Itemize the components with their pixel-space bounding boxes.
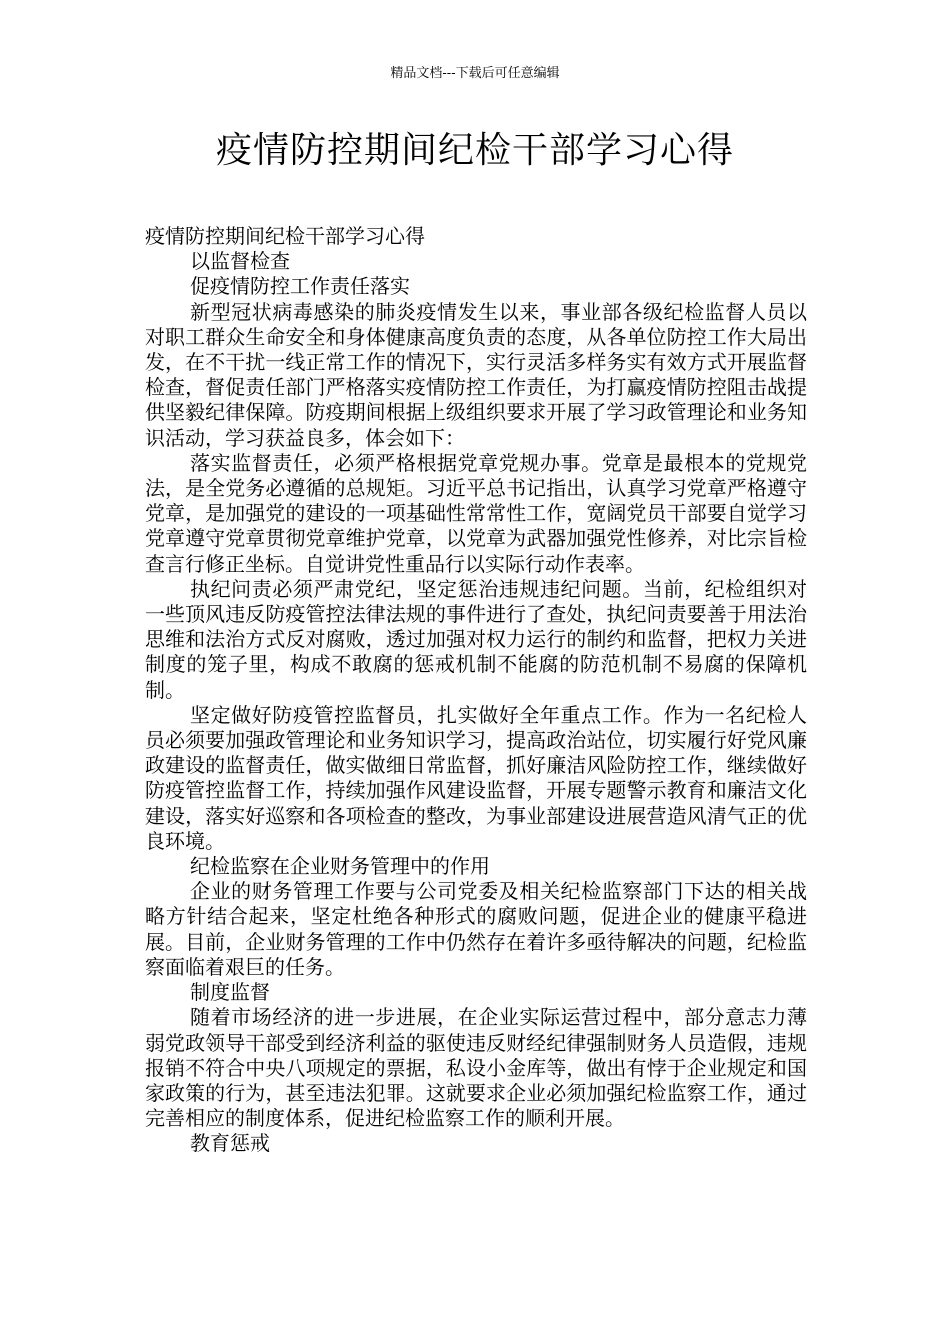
paragraph: 执纪问责必须严肃党纪，坚定惩治违规违纪问题。当前，纪检组织对一些顶风违反防疫管控法律法规的事件进行了查处，执纪问责要善于用法治思维和法治方式反对腐败，透过加强对权力运行的制约和监督，把权力关进制度的笼子里，构成不敢腐的惩戒机制不能腐的防范机制不易腐的保障机制。 bbox=[145, 576, 807, 702]
document-title: 疫情防控期间纪检干部学习心得 bbox=[215, 130, 734, 171]
paragraph: 纪检监察在企业财务管理中的作用 bbox=[190, 854, 490, 879]
paragraph: 以监督检查 bbox=[190, 249, 290, 274]
paragraph: 制度监督 bbox=[190, 980, 270, 1005]
paragraph: 企业的财务管理工作要与公司党委及相关纪检监察部门下达的相关战略方针结合起来，坚定杜绝各种形式的腐败问题，促进企业的健康平稳进展。目前，企业财务管理的工作中仍然存在着许多亟待解决的问题，纪检监察面临着艰巨的任务。 bbox=[145, 879, 807, 979]
paragraph: 新型冠状病毒感染的肺炎疫情发生以来，事业部各级纪检监督人员以对职工群众生命安全和身体健康高度负责的态度，从各单位防控工作大局出发，在不干扰一线正常工作的情况下，实行灵活多样务实有效方式开展监督检查，督促责任部门严格落实疫情防控工作责任，为打赢疫情防控阻击战提供坚毅纪律保障。防疫期间根据上级组织要求开展了学习政管理论和业务知识活动，学习获益良多，体会如下： bbox=[145, 299, 807, 450]
header-note: 精品文档---下载后可任意编辑 bbox=[390, 66, 560, 81]
paragraph: 坚定做好防疫管控监督员，扎实做好全年重点工作。作为一名纪检人员必须要加强政管理论和业务知识学习，提高政治站位，切实履行好党风廉政建设的监督责任，做实做细日常监督，抓好廉洁风险防控工作，继续做好防疫管控监督工作，持续加强作风建设监督，开展专题警示教育和廉洁文化建设，落实好巡察和各项检查的整改，为事业部建设进展营造风清气正的优良环境。 bbox=[145, 702, 807, 853]
paragraph: 促疫情防控工作责任落实 bbox=[190, 274, 410, 299]
paragraph: 教育惩戒 bbox=[190, 1131, 270, 1156]
paragraph: 疫情防控期间纪检干部学习心得 bbox=[145, 224, 425, 248]
paragraph: 随着市场经济的进一步进展，在企业实际运营过程中，部分意志力薄弱党政领导干部受到经济利益的驱使违反财经纪律强制财务人员造假，违规报销不符合中央八项规定的票据，私设小金库等，做出有悖于企业规定和国家政策的行为，甚至违法犯罪。这就要求企业必须加强纪检监察工作，通过完善相应的制度体系，促进纪检监察工作的顺利开展。 bbox=[145, 1005, 807, 1131]
paragraph: 落实监督责任，必须严格根据党章党规办事。党章是最根本的党规党法，是全党务必遵循的总规矩。习近平总书记指出，认真学习党章严格遵守党章，是加强党的建设的一项基础性常常性工作，宽阔党员干部要自觉学习党章遵守党章贯彻党章维护党章，以党章为武器加强党性修养，对比宗旨检查言行修正坐标。自觉讲党性重品行以实际行动作表率。 bbox=[145, 450, 807, 576]
document-body bbox=[145, 224, 807, 1157]
